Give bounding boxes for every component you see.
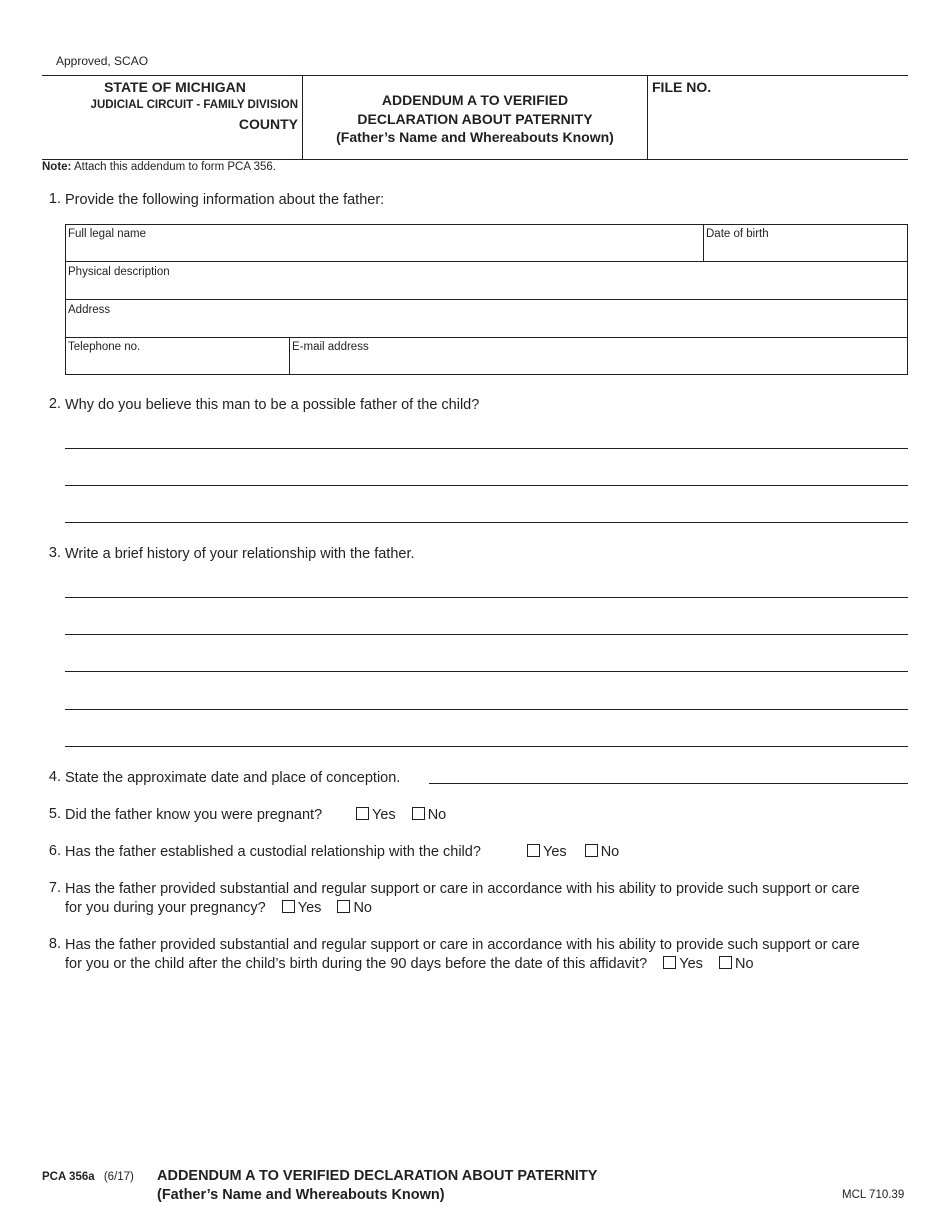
footer-title-line1: ADDENDUM A TO VERIFIED DECLARATION ABOUT PATERNITY bbox=[157, 1168, 598, 1184]
q4-text: State the approximate date and place of conception. bbox=[65, 770, 401, 786]
q5-no-option[interactable] bbox=[412, 806, 447, 825]
q5-no-checkbox[interactable] bbox=[412, 807, 425, 820]
q7-yes-option[interactable] bbox=[282, 899, 322, 918]
q5-options bbox=[356, 806, 446, 825]
q5-no-label: No bbox=[427, 807, 447, 823]
approval-text: Approved, SCAO bbox=[56, 54, 149, 68]
footer-form-code bbox=[42, 1171, 134, 1183]
footer-form-number: PCA 356a bbox=[42, 1171, 95, 1183]
q8-text bbox=[65, 936, 915, 974]
form-title-line2: DECLARATION ABOUT PATERNITY bbox=[357, 110, 593, 127]
q7-no-option[interactable] bbox=[337, 899, 372, 918]
q7-text-line1: Has the father provided substantial and regular support or care in accordance with his ability to provide such support or care bbox=[65, 881, 860, 897]
footer-statute: MCL 710.39 bbox=[842, 1189, 905, 1201]
date-of-birth-label: Date of birth bbox=[706, 228, 769, 240]
q3-answer-line[interactable] bbox=[65, 671, 908, 672]
q3-answer-line[interactable] bbox=[65, 597, 908, 598]
q1-number: 1. bbox=[48, 191, 61, 207]
full-legal-name-label: Full legal name bbox=[68, 228, 146, 240]
q2-answer-line[interactable] bbox=[65, 522, 908, 523]
q7-no-checkbox[interactable] bbox=[337, 900, 350, 913]
q5-yes-label: Yes bbox=[372, 807, 396, 823]
q8-yes-checkbox[interactable] bbox=[663, 956, 676, 969]
q2-text: Why do you believe this man to be a possible father of the child? bbox=[65, 397, 480, 413]
note bbox=[42, 161, 276, 173]
q3-answer-line[interactable] bbox=[65, 634, 908, 635]
q6-yes-checkbox[interactable] bbox=[527, 844, 540, 857]
physical-description-field[interactable] bbox=[66, 262, 907, 299]
q7-no-label: No bbox=[353, 900, 372, 916]
q6-number: 6. bbox=[48, 843, 61, 859]
q7-text-line2 bbox=[65, 899, 915, 918]
q7-yes-checkbox[interactable] bbox=[282, 900, 295, 913]
q3-answer-line[interactable] bbox=[65, 746, 908, 747]
q7-text bbox=[65, 880, 915, 918]
form-title bbox=[302, 91, 648, 147]
q4-answer-line[interactable] bbox=[429, 783, 908, 784]
file-number-label: FILE NO. bbox=[652, 79, 712, 95]
physical-description-label: Physical description bbox=[68, 266, 170, 278]
header-top-rule bbox=[42, 75, 908, 76]
q2-number: 2. bbox=[48, 396, 61, 412]
q5-number: 5. bbox=[48, 806, 61, 822]
q5-yes-option[interactable] bbox=[356, 806, 396, 825]
q8-no-label: No bbox=[734, 956, 754, 972]
email-label: E-mail address bbox=[292, 341, 369, 353]
note-text: Attach this addendum to form PCA 356. bbox=[73, 161, 276, 173]
q8-yes-option[interactable] bbox=[663, 955, 703, 974]
q3-number: 3. bbox=[48, 545, 61, 561]
q8-line2-text: for you or the child after the child’s birth during the 90 days before the date of this affidavit? bbox=[65, 956, 648, 972]
telephone-label: Telephone no. bbox=[68, 341, 141, 353]
q6-options bbox=[527, 843, 619, 862]
form-title-line1: ADDENDUM A TO VERIFIED bbox=[381, 92, 569, 108]
footer-revision: (6/17) bbox=[103, 1171, 134, 1183]
q8-no-option[interactable] bbox=[719, 955, 754, 974]
circuit-label: JUDICIAL CIRCUIT - FAMILY DIVISION bbox=[90, 99, 298, 111]
email-field[interactable] bbox=[290, 337, 907, 374]
state-name: STATE OF MICHIGAN bbox=[104, 79, 246, 95]
q6-no-option[interactable] bbox=[585, 843, 620, 862]
q6-no-checkbox[interactable] bbox=[585, 844, 598, 857]
q8-number: 8. bbox=[48, 936, 61, 952]
q8-yes-label: Yes bbox=[679, 956, 703, 972]
note-label: Note: bbox=[42, 161, 72, 173]
telephone-field[interactable] bbox=[66, 337, 289, 374]
q4-number: 4. bbox=[48, 769, 61, 785]
q6-text: Has the father established a custodial relationship with the child? bbox=[65, 844, 481, 860]
q6-no-label: No bbox=[600, 844, 620, 860]
header-bottom-rule bbox=[42, 159, 908, 160]
footer-title bbox=[157, 1167, 597, 1205]
address-field[interactable] bbox=[66, 300, 907, 337]
q8-text-line2 bbox=[65, 955, 915, 974]
q7-number: 7. bbox=[48, 880, 61, 896]
q5-yes-checkbox[interactable] bbox=[356, 807, 369, 820]
q7-yes-label: Yes bbox=[297, 900, 322, 916]
q8-no-checkbox[interactable] bbox=[719, 956, 732, 969]
q5-text: Did the father know you were pregnant? bbox=[65, 807, 323, 823]
q3-answer-line[interactable] bbox=[65, 709, 908, 710]
date-of-birth-field[interactable] bbox=[704, 224, 907, 261]
q2-answer-line[interactable] bbox=[65, 448, 908, 449]
q8-text-line1: Has the father provided substantial and regular support or care in accordance with his ability to provide such support or care bbox=[65, 937, 860, 953]
county-label: COUNTY bbox=[238, 116, 298, 132]
q2-answer-line[interactable] bbox=[65, 485, 908, 486]
q7-line2-text: for you during your pregnancy? bbox=[65, 900, 266, 916]
footer-title-line2: (Father’s Name and Whereabouts Known) bbox=[157, 1187, 445, 1203]
address-label: Address bbox=[68, 304, 111, 316]
q6-yes-label: Yes bbox=[543, 844, 567, 860]
q3-text: Write a brief history of your relationship with the father. bbox=[65, 546, 415, 562]
q1-text: Provide the following information about the father: bbox=[65, 192, 385, 208]
full-legal-name-field[interactable] bbox=[66, 224, 703, 261]
q6-yes-option[interactable] bbox=[527, 843, 567, 862]
form-title-line3: (Father’s Name and Whereabouts Known) bbox=[336, 129, 614, 145]
